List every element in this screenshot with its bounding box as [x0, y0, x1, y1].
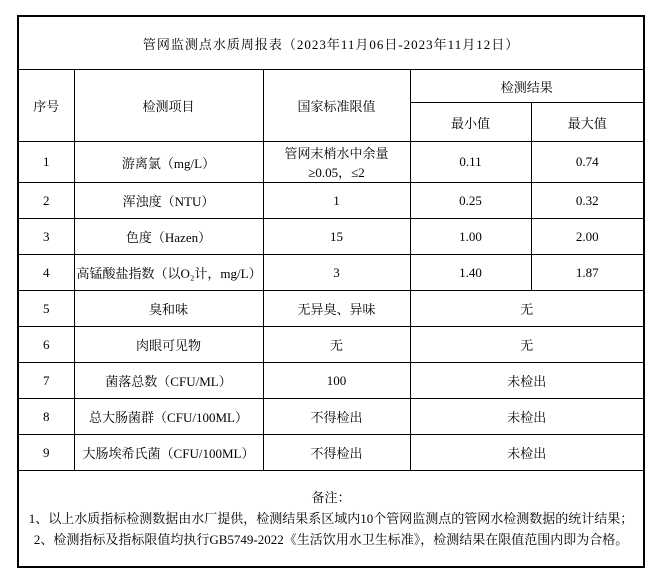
table-row	[18, 399, 644, 435]
item-cell: 游离氯（mg/L）	[74, 142, 263, 183]
notes-section	[18, 471, 644, 568]
item-cell: 总大肠菌群（CFU/100ML）	[74, 399, 263, 435]
result-cell: 无	[410, 327, 644, 363]
min-value-cell: 1.00	[410, 219, 531, 255]
row-index-cell: 5	[18, 291, 74, 327]
max-value-cell: 1.87	[531, 255, 644, 291]
max-value-cell: 0.32	[531, 183, 644, 219]
min-value-cell: 0.11	[410, 142, 531, 183]
row-index-cell: 2	[18, 183, 74, 219]
water-quality-report-table	[17, 15, 645, 568]
row-index-cell: 3	[18, 219, 74, 255]
result-cell: 未检出	[410, 435, 644, 471]
standard-cell: 3	[263, 255, 410, 291]
min-value-cell: 0.25	[410, 183, 531, 219]
title-row	[18, 16, 644, 70]
item-cell: 大肠埃希氏菌（CFU/100ML）	[74, 435, 263, 471]
col-header-index: 序号	[18, 70, 74, 142]
table-row	[18, 291, 644, 327]
col-header-max: 最大值	[531, 103, 644, 142]
result-cell: 无	[410, 291, 644, 327]
standard-cell: 无异臭、异味	[263, 291, 410, 327]
col-header-min: 最小值	[410, 103, 531, 142]
item-cell: 菌落总数（CFU/ML）	[74, 363, 263, 399]
item-cell: 色度（Hazen）	[74, 219, 263, 255]
item-cell: 浑浊度（NTU）	[74, 183, 263, 219]
item-cell: 肉眼可见物	[74, 327, 263, 363]
standard-cell: 15	[263, 219, 410, 255]
standard-cell: 管网末梢水中余量≥0.05，≤2	[263, 142, 410, 183]
standard-cell: 不得检出	[263, 435, 410, 471]
col-header-result: 检测结果	[410, 70, 644, 103]
note-line-1: 1、以上水质指标检测数据由水厂提供，检测结果系区域内10个管网监测点的管网水检测数据的统计结果；	[28, 511, 634, 526]
row-index-cell: 1	[18, 142, 74, 183]
note-line-2: 2、检测指标及指标限值均执行GB5749-2022《生活饮用水卫生标准》，检测结果在限值范围内即为合格。	[33, 532, 629, 547]
table-row	[18, 435, 644, 471]
table-row	[18, 219, 644, 255]
col-header-item: 检测项目	[74, 70, 263, 142]
row-index-cell: 4	[18, 255, 74, 291]
notes-label: 备注：	[311, 490, 351, 505]
standard-cell: 100	[263, 363, 410, 399]
result-cell: 未检出	[410, 363, 644, 399]
row-index-cell: 7	[18, 363, 74, 399]
header-row-top	[18, 70, 644, 103]
page-title: 管网监测点水质周报表（2023年11月06日-2023年11月12日）	[18, 16, 644, 70]
report-sheet	[17, 15, 645, 568]
standard-cell: 无	[263, 327, 410, 363]
max-value-cell: 0.74	[531, 142, 644, 183]
table-row	[18, 255, 644, 291]
col-header-standard: 国家标准限值	[263, 70, 410, 142]
max-value-cell: 2.00	[531, 219, 644, 255]
result-cell: 未检出	[410, 399, 644, 435]
table-row	[18, 183, 644, 219]
standard-cell: 1	[263, 183, 410, 219]
table-row	[18, 363, 644, 399]
item-cell: 高锰酸盐指数（以O₂计，mg/L）	[74, 255, 263, 291]
notes-row	[18, 471, 644, 568]
item-cell: 臭和味	[74, 291, 263, 327]
table-row	[18, 142, 644, 183]
row-index-cell: 9	[18, 435, 74, 471]
row-index-cell: 6	[18, 327, 74, 363]
table-row	[18, 327, 644, 363]
row-index-cell: 8	[18, 399, 74, 435]
min-value-cell: 1.40	[410, 255, 531, 291]
standard-cell: 不得检出	[263, 399, 410, 435]
